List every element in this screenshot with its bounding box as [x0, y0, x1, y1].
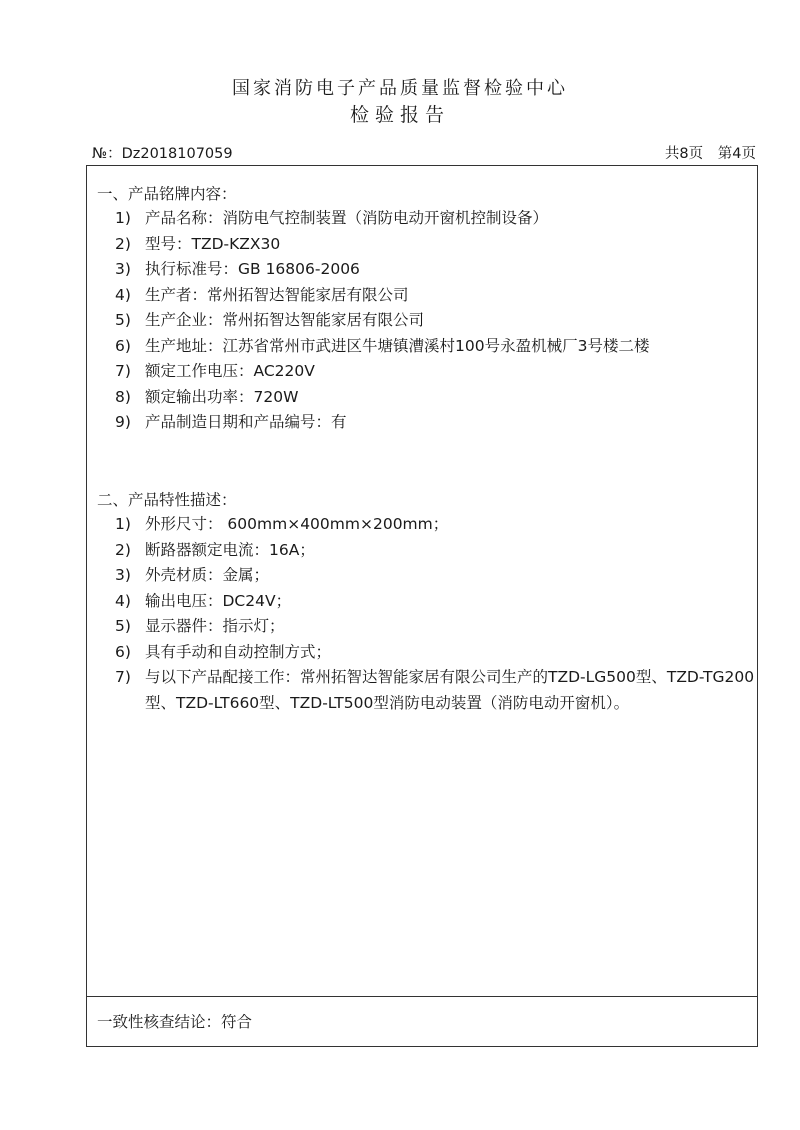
conclusion-text: 一致性核查结论：符合: [97, 1013, 253, 1031]
list-item: 2) 型号：TZD-KZX30: [115, 234, 281, 253]
list-item: 6) 生产地址：江苏省常州市武进区牛塘镇漕溪村100号永盈机械厂3号楼二楼: [115, 336, 650, 355]
section-features-title: 二、产品特性描述：: [97, 491, 237, 509]
list-item: 4) 输出电压：DC24V；: [115, 591, 292, 610]
section-nameplate-title: 一、产品铭牌内容：: [97, 185, 237, 203]
list-item: 7) 额定工作电压：AC220V: [115, 362, 315, 380]
nameplate-list: [115, 206, 755, 436]
total-pages: 共8页: [664, 146, 704, 162]
list-item: 8) 额定输出功率：720W: [115, 387, 299, 406]
list-item: 1) 外形尺寸： 600mm×400mm×200mm；: [115, 515, 449, 533]
report-number: №：Dz2018107059: [92, 146, 233, 162]
report-content-frame: [86, 165, 758, 1047]
list-item: 5) 显示器件：指示灯；: [115, 617, 285, 635]
list-item: 7) 与以下产品配接工作：常州拓智达智能家居有限公司生产的TZD-LG500型、TZD-TG200型、TZD-LT660型、TZD-LT500型消防电动装置（消防电动开窗机）。: [115, 668, 755, 712]
list-item: 9) 产品制造日期和产品编号：有: [115, 413, 347, 431]
conclusion-divider: [87, 996, 757, 997]
features-list: [115, 512, 755, 716]
organization-title: 国家消防电子产品质量监督检验中心: [232, 78, 568, 99]
list-item: 1) 产品名称：消防电气控制装置（消防电动开窗机控制设备）: [115, 209, 549, 227]
current-page: 第4页: [717, 146, 756, 162]
list-item: 6) 具有手动和自动控制方式；: [115, 642, 332, 661]
list-item: 4) 生产者：常州拓智达智能家居有限公司: [115, 285, 409, 304]
list-item: 2) 断路器额定电流：16A；: [115, 540, 315, 559]
list-item: 3) 外壳材质：金属；: [115, 566, 270, 584]
list-item: 3) 执行标准号：GB 16806-2006: [115, 260, 360, 278]
list-item: 5) 生产企业：常州拓智达智能家居有限公司: [115, 311, 425, 329]
report-meta: [92, 142, 756, 163]
page-indicator: [665, 142, 756, 163]
report-title: 检验报告: [349, 104, 450, 126]
